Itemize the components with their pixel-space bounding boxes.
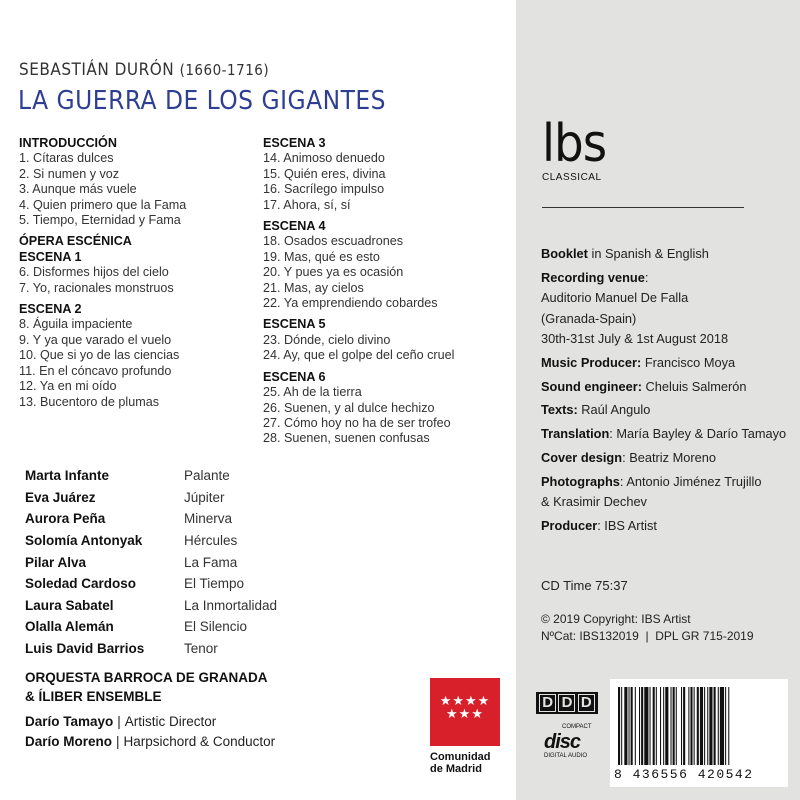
track-item: 28. Suenen, suenen confusas (263, 431, 430, 446)
ibs-classical-logo (542, 114, 662, 183)
cd-time: CD Time 75:37 (541, 578, 628, 593)
director-row: Darío Tamayo | Artistic Director (25, 714, 217, 729)
track-item: 20. Y pues ya es ocasión (263, 265, 404, 280)
producer-row: Producer: IBS Artist (541, 518, 657, 533)
section-heading: ÓPERA ESCÉNICA (19, 234, 132, 249)
track-item: 16. Sacrílego impulso (263, 182, 385, 197)
photographs-row: Photographs: Antonio Jiménez Trujillo (541, 473, 762, 489)
character-role: Tenor (184, 641, 218, 657)
director-credits (25, 712, 275, 752)
track-item: 10. Que si yo de las ciencias (19, 348, 180, 363)
credit-row: Sound engineer: Cheluis Salmerón (541, 378, 747, 394)
copyright-block (541, 611, 754, 645)
track-item: 1. Cítaras dulces (19, 151, 114, 166)
production-info (541, 244, 796, 540)
ddd-letter: D (539, 694, 556, 712)
track-item: 13. Bucentoro de plumas (19, 394, 160, 409)
track-item: 14. Animoso denuedo (263, 151, 385, 166)
madrid-text: Comunidad de Madrid (430, 751, 491, 775)
divider (542, 207, 744, 208)
track-item: 8. Águila impaciente (19, 317, 133, 332)
track-item: 15. Quién eres, divina (263, 166, 386, 181)
cast-row (25, 595, 315, 617)
cast-row (25, 638, 315, 660)
character-role: Palante (184, 468, 230, 484)
cast-row (25, 551, 315, 573)
track-item: 21. Mas, ay cielos (263, 280, 364, 295)
track-item: 5. Tiempo, Eternidad y Fama (19, 213, 181, 228)
track-item: 23. Dónde, cielo divino (263, 332, 391, 347)
barcode-number: 8 436556 420542 (614, 767, 754, 782)
character-role: El Silencio (184, 619, 248, 635)
orchestra-line-2: & ÍLIBER ENSEMBLE (25, 689, 162, 704)
venue-line: (Granada-Spain) (541, 310, 637, 326)
section-heading: INTRODUCCIÓN (19, 136, 117, 150)
section-heading: ESCENA 4 (263, 219, 326, 234)
track-item: 2. Si numen y voz (19, 166, 120, 181)
credit-row: Texts: Raúl Angulo (541, 402, 651, 418)
venue-row: Recording venue: (541, 269, 649, 285)
singer-name: Olalla Alemán (25, 619, 114, 635)
singer-name: Luis David Barrios (25, 641, 145, 657)
track-item: 24. Ay, que el golpe del ceño cruel (263, 348, 455, 363)
section-heading: ESCENA 5 (263, 317, 326, 332)
track-item: 18. Osados escuadrones (263, 234, 404, 249)
photographs-cont: & Krasimir Dechev (541, 494, 647, 510)
section-heading: ESCENA 1 (19, 249, 82, 264)
track-item: 11. En el cóncavo profundo (19, 363, 172, 378)
booklet-row: Booklet in Spanish & English (541, 246, 709, 261)
singer-name: Solomía Antonyak (25, 533, 143, 549)
track-item: 26. Suenen, y al dulce hechizo (263, 400, 435, 415)
cast-row (25, 616, 315, 638)
work-title: LA GUERRA DE LOS GIGANTES (18, 86, 387, 116)
ddd-badge (536, 692, 598, 714)
singer-name: Soledad Cardoso (25, 576, 137, 592)
barcode (610, 679, 788, 787)
venue-line: 30th-31st July & 1st August 2018 (541, 331, 729, 347)
ibs-subtitle: CLASSICAL (542, 172, 602, 183)
singer-name: Aurora Peña (25, 511, 106, 527)
compact-disc-logo: COMPACT disc DIGITAL AUDIO (544, 724, 592, 759)
catalog-number: NºCat: IBS132019 | DPL GR 715-2019 (541, 629, 754, 643)
cast-row (25, 530, 315, 552)
track-item: 4. Quien primero que la Fama (19, 197, 187, 212)
character-role: Júpiter (184, 489, 225, 505)
section-heading: ESCENA 6 (263, 369, 326, 384)
credit-row: Music Producer: Francisco Moya (541, 354, 736, 370)
cast-row (25, 508, 315, 530)
composer-name: SEBASTIÁN DURÓN (1660-1716) (19, 60, 270, 80)
tracklist-column-1 (19, 136, 259, 410)
singer-name: Laura Sabatel (25, 597, 114, 613)
track-item: 27. Cómo hoy no ha de ser trofeo (263, 415, 451, 430)
comunidad-de-madrid-logo (430, 678, 500, 775)
singer-name: Pilar Alva (25, 554, 87, 570)
character-role: Minerva (184, 511, 233, 527)
stars-icon: ★★★★ ★★★ (439, 693, 491, 721)
character-role: La Inmortalidad (184, 597, 278, 613)
track-item: 22. Ya emprendiendo cobardes (263, 296, 438, 311)
track-item: 17. Ahora, sí, sí (263, 197, 351, 212)
section-heading: ESCENA 2 (19, 302, 82, 317)
singer-name: Eva Juárez (25, 489, 96, 505)
cast-row (25, 487, 315, 509)
singer-name: Marta Infante (25, 468, 110, 484)
ibs-mark: lbs (542, 114, 607, 174)
credit-row: Cover design: Beatriz Moreno (541, 450, 716, 465)
track-item: 12. Ya en mi oído (19, 379, 117, 394)
section-heading: ESCENA 3 (263, 136, 326, 150)
orchestra-line-1: ORQUESTA BARROCA DE GRANADA (25, 670, 268, 685)
character-role: Hércules (184, 533, 238, 549)
director-row: Darío Moreno | Harpsichord & Conductor (25, 734, 276, 749)
track-item: 19. Mas, qué es esto (263, 249, 380, 264)
credit-row: Translation: María Bayley & Darío Tamayo (541, 426, 787, 442)
character-role: La Fama (184, 554, 238, 570)
ddd-letter: D (558, 694, 575, 712)
copyright: © 2019 Copyright: IBS Artist (541, 612, 691, 626)
track-item: 9. Y ya que varado el vuelo (19, 332, 172, 347)
composer-dates: (1660-1716) (179, 61, 270, 79)
tracklist-column-2 (263, 136, 513, 447)
ddd-letter: D (578, 694, 595, 712)
cast-list (25, 465, 315, 659)
cast-row (25, 573, 315, 595)
barcode-bars (618, 687, 780, 765)
cast-row (25, 465, 315, 487)
track-item: 3. Aunque más vuele (19, 182, 137, 197)
track-item: 6. Disformes hijos del cielo (19, 265, 169, 280)
character-role: El Tiempo (184, 576, 245, 592)
orchestra-credit (25, 668, 268, 706)
track-item: 7. Yo, racionales monstruos (19, 280, 174, 295)
track-item: 25. Ah de la tierra (263, 385, 362, 400)
venue-line: Auditorio Manuel De Falla (541, 290, 689, 306)
madrid-flag (430, 678, 500, 746)
